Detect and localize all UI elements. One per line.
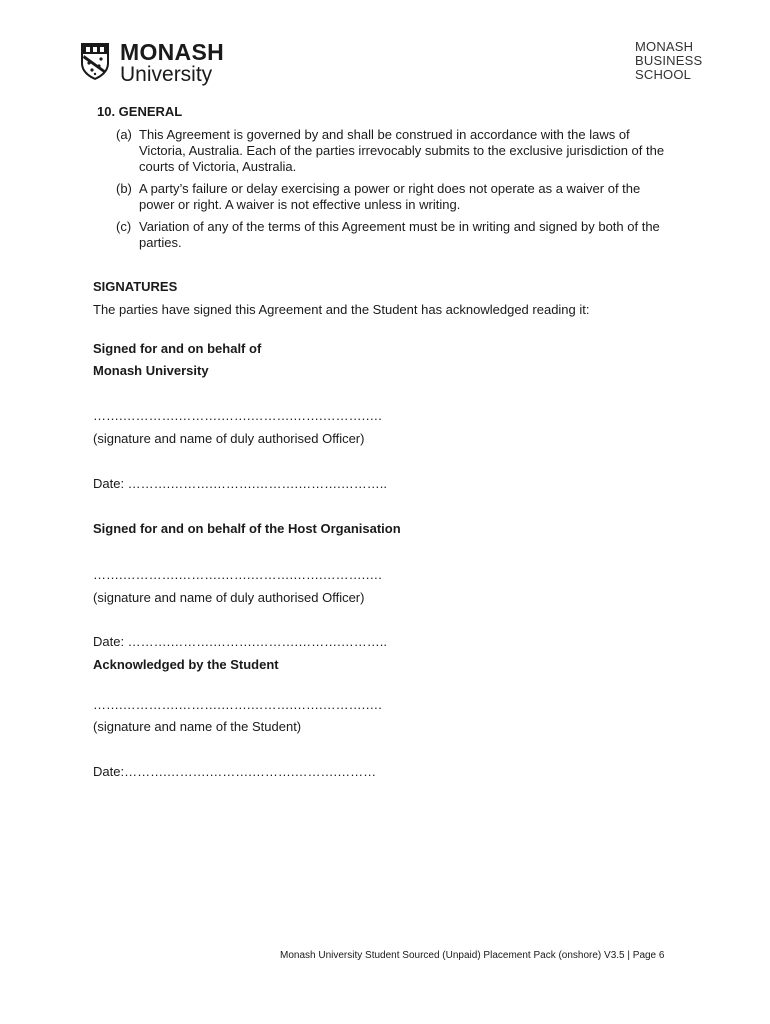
student-date-line: Date:……….……….……….……….……….………	[93, 764, 377, 779]
school-logo-line: BUSINESS	[635, 53, 703, 68]
page-footer: Monash University Student Sourced (Unpaid) Placement Pack (onshore) V3.5 | Page 6	[280, 950, 665, 961]
university-signature-line: …….………….……….…….……….…….……….….	[93, 408, 382, 423]
university-signatory-heading: Signed for and on behalf of	[93, 341, 262, 356]
clause-text: This Agreement is governed by and shall be construed in accordance with the laws of Victoria, Australia. Each of the parties irrevocably submits to the exclusive jurisdiction of the courts of Victoria, Australia.	[139, 127, 665, 174]
logo-wordmark-monash: MONASH	[120, 39, 225, 65]
university-date-line: Date: ……….……….……….……….……….………..	[93, 476, 387, 491]
student-signature-caption: (signature and name of the Student)	[93, 719, 302, 734]
host-signatory-heading: Signed for and on behalf of the Host Organisation	[93, 521, 401, 536]
host-signature-line: …….………….……….…….……….…….……….….	[93, 567, 382, 582]
student-acknowledgement-heading: Acknowledged by the Student	[93, 657, 279, 672]
clause-text: Variation of any of the terms of this Agreement must be in writing and signed by both of the parties.	[139, 219, 660, 250]
signatures-heading: SIGNATURES	[93, 279, 178, 294]
logo-wordmark-university: University	[120, 63, 213, 86]
clause-marker: (c)	[116, 219, 132, 234]
clause-marker: (a)	[116, 127, 132, 142]
section-heading: 10. GENERAL	[97, 104, 183, 119]
host-signature-caption: (signature and name of duly authorised Officer)	[93, 590, 365, 605]
clause-marker: (b)	[116, 181, 132, 196]
university-signature-caption: (signature and name of duly authorised Officer)	[93, 431, 365, 446]
monash-business-school-logo	[635, 40, 702, 82]
signatures-intro: The parties have signed this Agreement and the Student has acknowledged reading it:	[93, 302, 590, 317]
student-signature-line: …….………….……….…….……….…….……….….	[93, 697, 382, 712]
monash-crest-icon	[79, 41, 111, 81]
school-logo-line: MONASH	[635, 39, 694, 54]
university-name: Monash University	[93, 363, 209, 378]
host-date-line: Date: ……….……….……….……….……….………..	[93, 634, 387, 649]
clause-text: A party’s failure or delay exercising a power or right does not operate as a waiver of the power or right. A waiver is not effective unless in writing.	[139, 181, 641, 212]
monash-university-logo	[79, 41, 224, 85]
school-logo-line: SCHOOL	[635, 67, 692, 82]
